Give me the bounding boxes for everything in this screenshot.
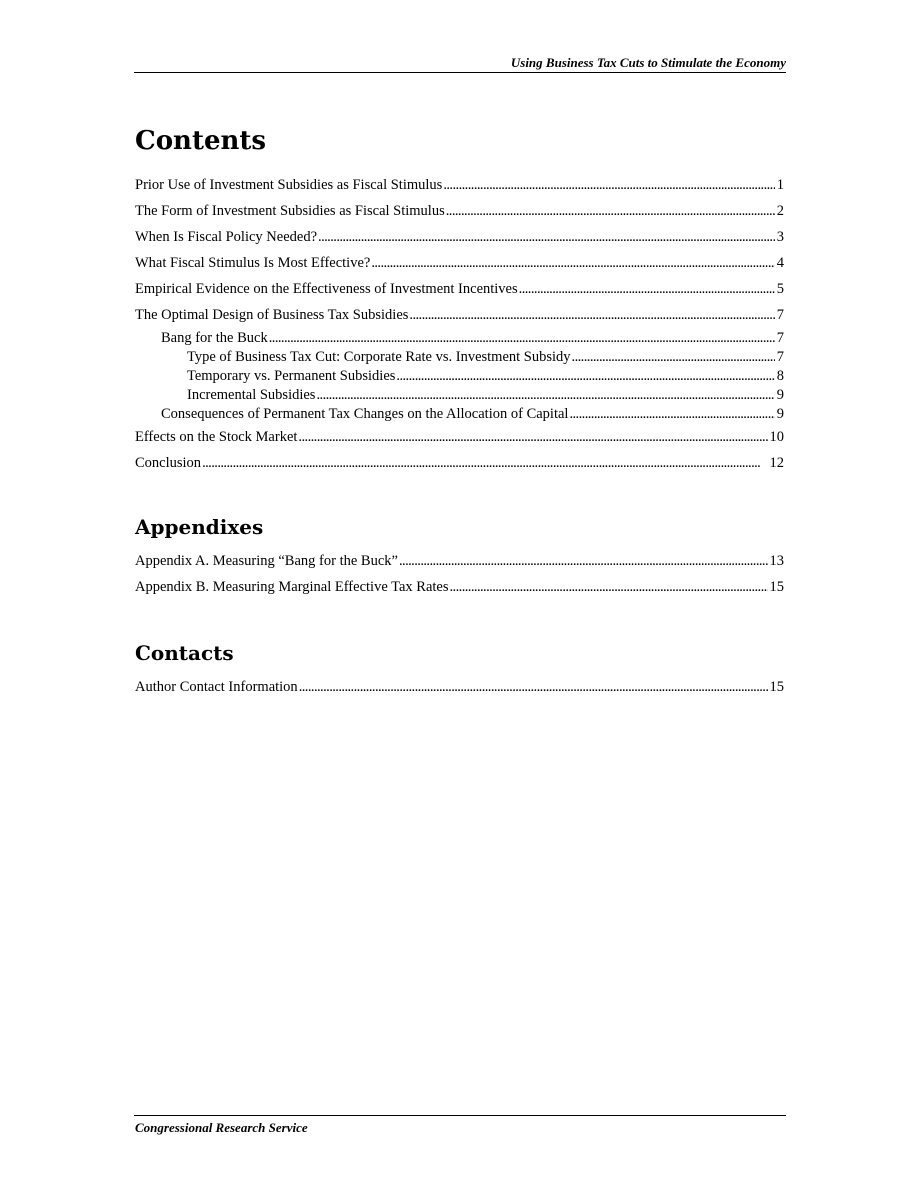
dot-leader [299,678,768,696]
header-rule [134,72,786,73]
toc-entry-prior-use[interactable] [135,176,784,194]
dot-leader [519,280,775,298]
toc-entry-form-of-subsidies[interactable] [135,202,784,220]
appendixes-heading: Appendixes [135,515,264,539]
toc-entry-label: When Is Fiscal Policy Needed? [135,229,318,245]
dot-leader [371,254,774,272]
contents-heading: Contents [135,126,267,156]
toc-entry-consequences-permanent[interactable] [161,405,784,423]
toc-entry-label: Temporary vs. Permanent Subsidies [187,368,396,384]
toc-page-number: 7 [776,349,784,365]
toc-page-number: 1 [776,177,784,193]
toc-entry-label: The Form of Investment Subsidies as Fiscal Stimulus [135,203,445,219]
toc-entry-label: Appendix A. Measuring “Bang for the Buck” [135,553,398,569]
dot-leader [202,454,767,472]
dot-leader [269,329,775,347]
toc-page-number: 10 [769,429,784,445]
toc-entry-label: Prior Use of Investment Subsidies as Fiscal Stimulus [135,177,443,193]
toc-entry-empirical-evidence[interactable] [135,280,784,298]
toc-page-number: 13 [769,553,784,569]
toc-entry-optimal-design[interactable] [135,306,784,324]
dot-leader [446,202,775,220]
toc-page-number: 15 [769,579,784,595]
footer-rule [134,1115,786,1116]
toc-page-number: 9 [776,406,784,422]
toc-entry-most-effective[interactable] [135,254,784,272]
toc-page-number: 7 [776,307,784,323]
toc-entry-conclusion[interactable] [135,454,784,472]
dot-leader [443,176,774,194]
toc-entry-appendix-a[interactable] [135,552,784,570]
toc-entry-type-of-tax-cut[interactable] [187,348,784,366]
toc-page-number: 5 [776,281,784,297]
toc-entry-label: Type of Business Tax Cut: Corporate Rate vs. Investment Subsidy [187,349,571,365]
toc-entry-bang-for-buck[interactable] [161,329,784,347]
running-footer-organization: Congressional Research Service [135,1120,308,1135]
running-header-title: Using Business Tax Cuts to Stimulate the Economy [510,55,786,70]
toc-page-number: 3 [776,229,784,245]
dot-leader [409,306,774,324]
toc-page-number: 7 [776,330,784,346]
toc-page-number: 15 [769,679,784,695]
toc-page-number: 4 [776,255,784,271]
dot-leader [318,228,775,246]
toc-page-number: 9 [776,387,784,403]
toc-page-number: 2 [776,203,784,219]
toc-entry-label: Author Contact Information [135,679,298,695]
contacts-heading: Contacts [135,641,234,665]
toc-page-number: 12 [769,455,784,471]
toc-entry-appendix-b[interactable] [135,578,784,596]
dot-leader [572,348,775,366]
dot-leader [396,367,774,385]
toc-entry-label: Appendix B. Measuring Marginal Effective Tax Rates [135,579,449,595]
toc-entry-label: The Optimal Design of Business Tax Subsidies [135,307,409,323]
toc-entry-label: Incremental Subsidies [187,387,316,403]
toc-entry-author-contact[interactable] [135,678,784,696]
dot-leader [450,578,768,596]
toc-entry-label: Effects on the Stock Market [135,429,298,445]
dot-leader [569,405,774,423]
toc-entry-stock-market[interactable] [135,428,784,446]
toc-entry-label: Empirical Evidence on the Effectiveness of Investment Incentives [135,281,518,297]
toc-page-number: 8 [776,368,784,384]
toc-entry-label: Consequences of Permanent Tax Changes on the Allocation of Capital [161,406,569,422]
toc-entry-label: What Fiscal Stimulus Is Most Effective? [135,255,371,271]
toc-entry-fiscal-policy-needed[interactable] [135,228,784,246]
dot-leader [298,428,767,446]
toc-entry-incremental-subsidies[interactable] [187,386,784,404]
toc-entry-temporary-vs-permanent[interactable] [187,367,784,385]
dot-leader [316,386,774,404]
dot-leader [399,552,768,570]
toc-entry-label: Conclusion [135,455,202,471]
toc-entry-label: Bang for the Buck [161,330,268,346]
